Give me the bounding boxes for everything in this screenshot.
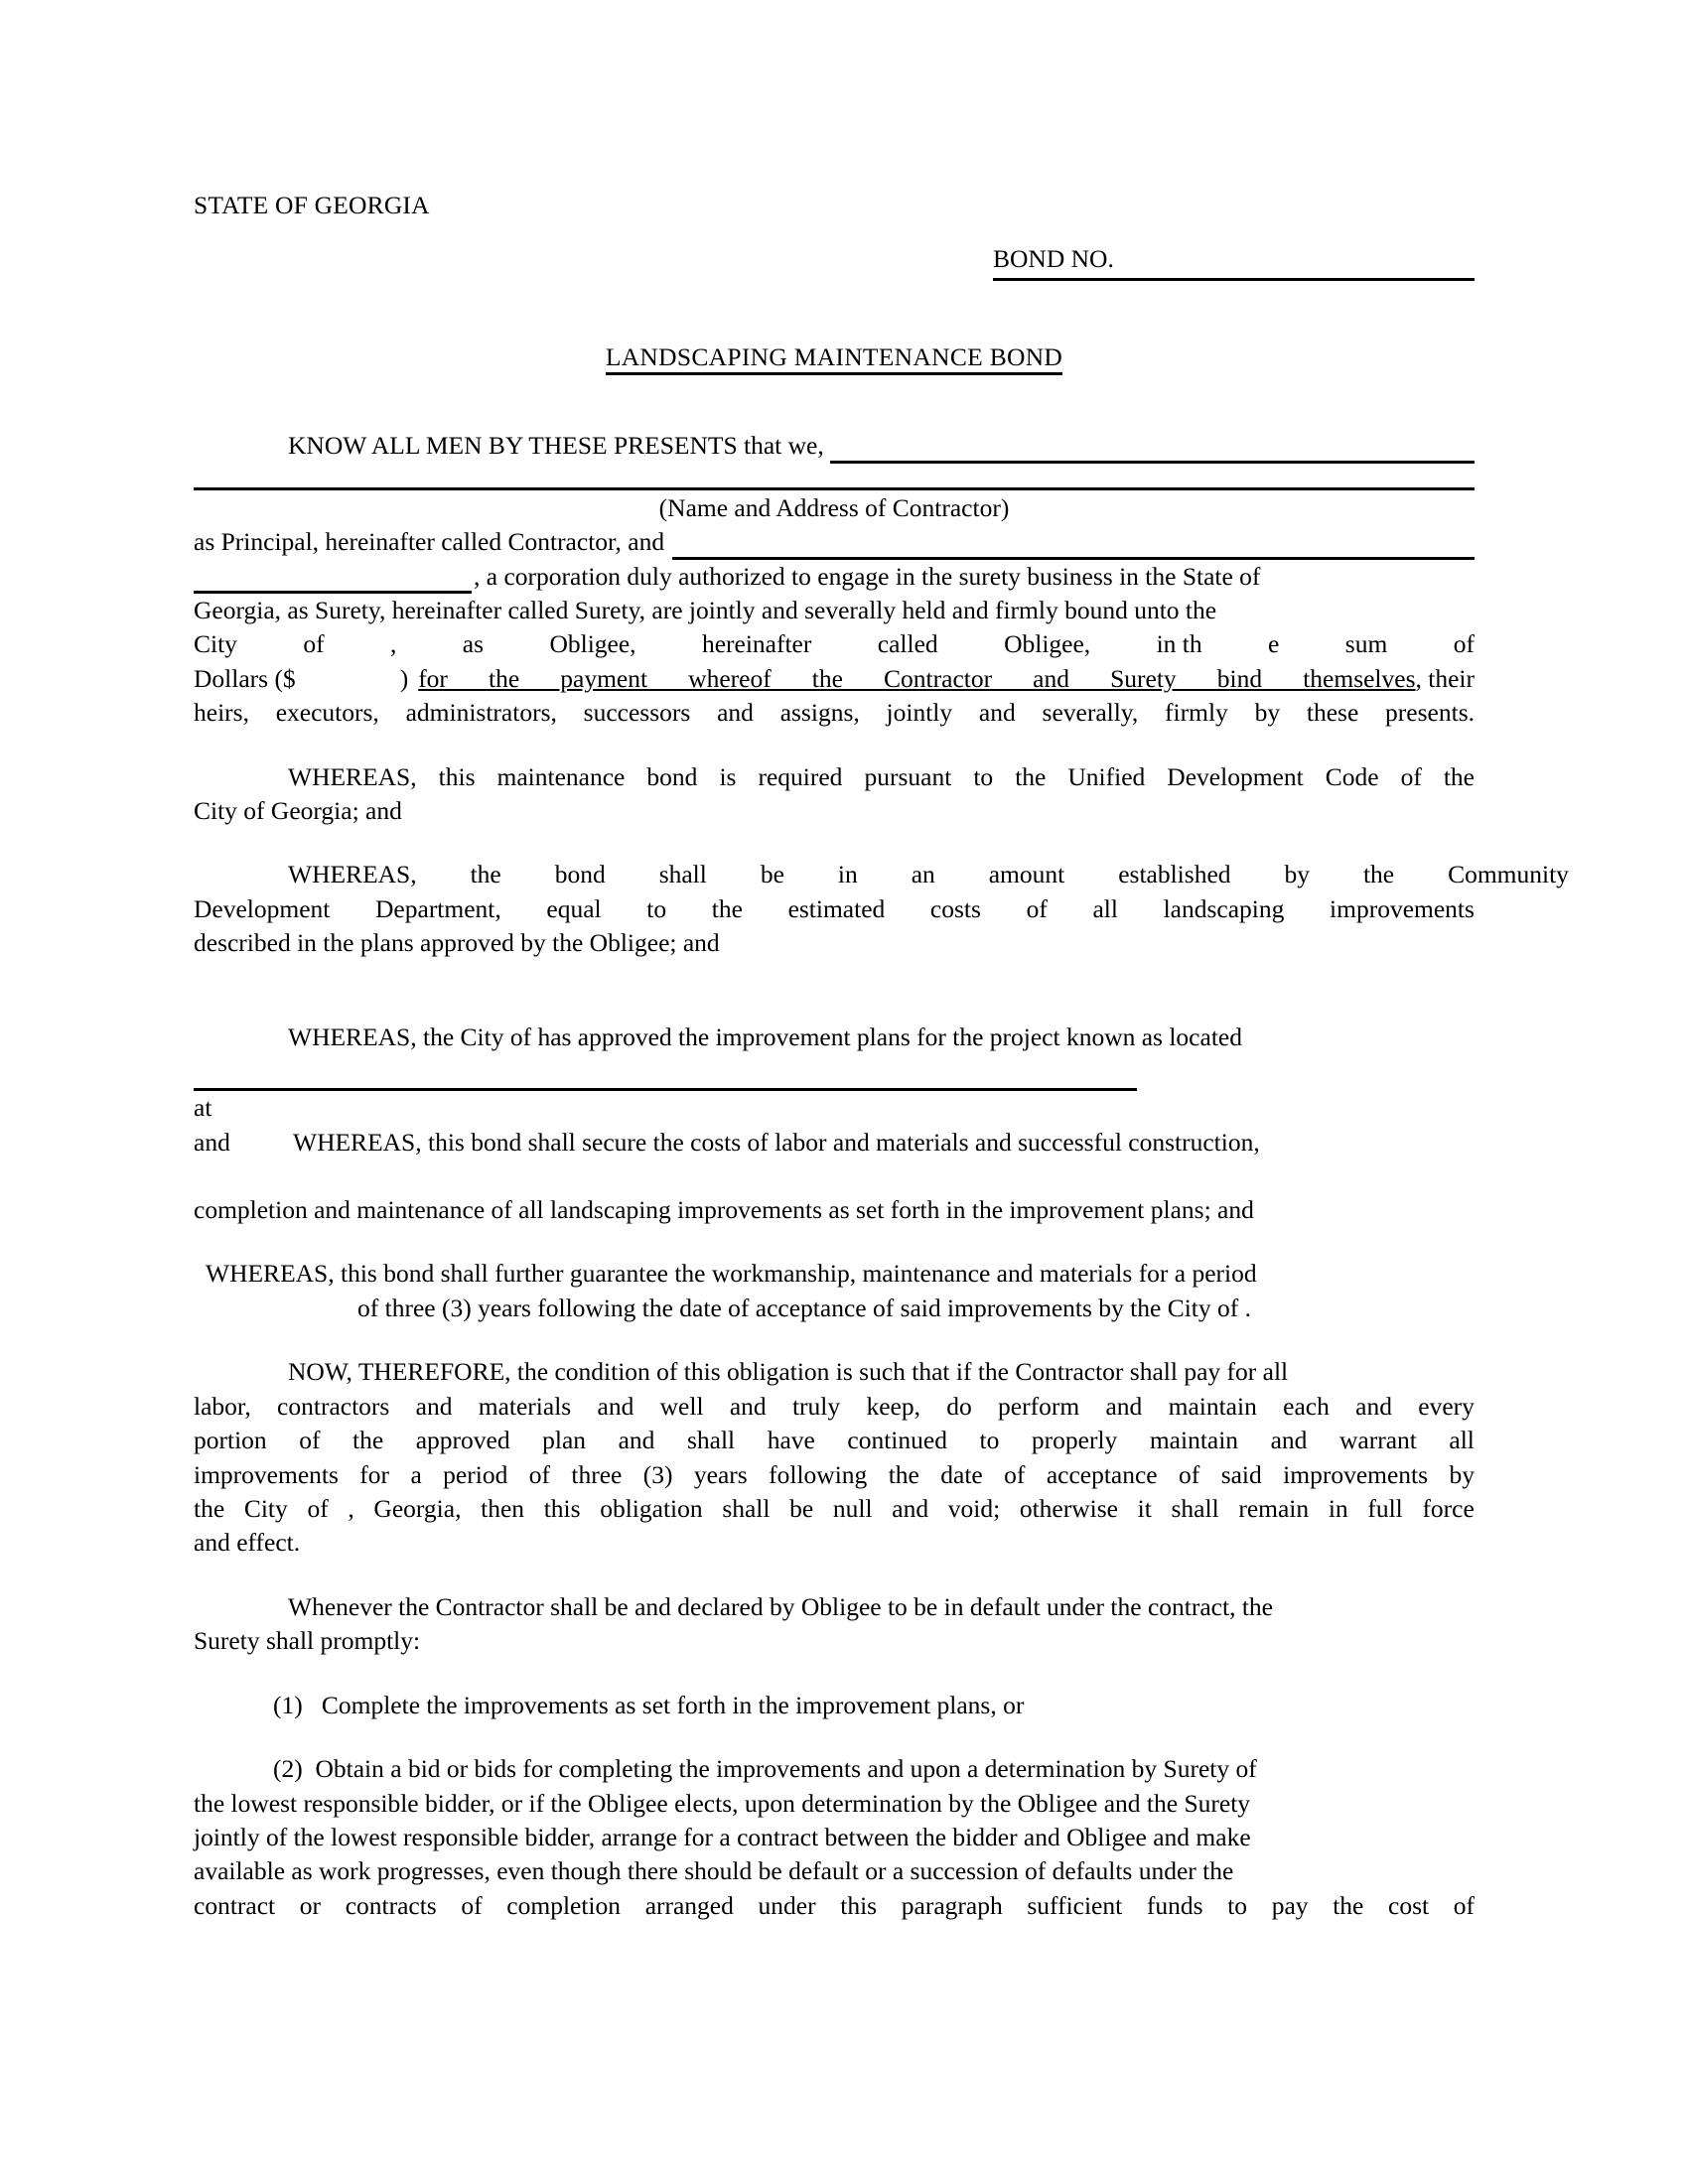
i2d-word-3: of — [461, 1890, 483, 1920]
whereas-1-block — [194, 760, 1475, 829]
ntd-word-5: three — [571, 1459, 623, 1489]
ntd-word-3: period — [443, 1459, 508, 1489]
surety-name-blank-2[interactable] — [194, 565, 472, 594]
nte-word-7: obligation — [600, 1493, 703, 1523]
ntb-word-3: materials — [478, 1391, 572, 1421]
i2d-word-8: paragraph — [901, 1890, 1003, 1920]
whereas-2-line-b — [194, 892, 1475, 926]
nte-word-5: then — [481, 1493, 525, 1523]
ntb-word-11: and — [1105, 1391, 1143, 1421]
item-2-line-b: jointly of the lowest responsible bidder, arrange for a contract between the bidder and Obligee and make — [194, 1822, 1251, 1851]
w2b-word-6: costs — [929, 893, 981, 923]
item-2-line-c: available as work progresses, even though there should be default or a succession of defaults under the — [194, 1856, 1234, 1886]
bond-number-field[interactable] — [993, 242, 1475, 280]
now-therefore-line-c — [194, 1424, 1475, 1457]
list-item-1-text: Complete the improvements as set forth in the improvement plans, or — [321, 1690, 1025, 1719]
i2d-word-9: sufficient — [1027, 1890, 1123, 1920]
whereas-3-at: at — [194, 1093, 212, 1123]
contractor-name-blank-1[interactable] — [830, 435, 1475, 464]
obligee-word-5: hereinafter — [701, 629, 812, 659]
item-2-continuation — [194, 1787, 1475, 1924]
nte-word-1: City — [243, 1493, 288, 1523]
ntd-word-0: improvements — [194, 1459, 339, 1489]
obligee-word-3: as — [462, 629, 485, 659]
ntd-word-13: of — [1179, 1459, 1200, 1489]
i2d-word-11: to — [1227, 1890, 1248, 1920]
whereas-4-line-b: of three (3) years following the date of acceptance of said improvements by the City of . — [357, 1293, 1251, 1322]
ntc-word-6: shall — [686, 1426, 736, 1455]
i2d-word-13: the — [1333, 1890, 1364, 1920]
w2b-word-10: improvements — [1330, 893, 1475, 923]
whereas-4-block — [194, 1257, 1475, 1325]
contractor-name-blank-2[interactable] — [194, 464, 1475, 490]
w2a-word-6: an — [911, 860, 935, 889]
now-therefore-line-f: and effect. — [194, 1528, 301, 1558]
dollars-paren: ) — [399, 663, 409, 693]
w2b-word-7: of — [1026, 893, 1048, 923]
i2d-word-6: under — [758, 1890, 816, 1920]
ntd-word-7: years — [693, 1459, 748, 1489]
w2a-word-2: bond — [554, 860, 606, 889]
default-clause-block — [194, 1590, 1475, 1659]
nte-word-16: remain — [1238, 1493, 1310, 1523]
default-clause-line-b: Surety shall promptly: — [194, 1626, 421, 1656]
ntc-word-3: approved — [415, 1426, 510, 1455]
i2d-word-4: completion — [506, 1890, 622, 1920]
know-all-men-row — [194, 429, 1475, 463]
ntb-word-9: do — [946, 1391, 972, 1421]
surety-clause-line-a: , a corporation duly authorized to engage in the surety business in the State of — [474, 561, 1261, 591]
obligee-word-4: Obligee, — [549, 629, 636, 659]
dollars-label: Dollars ($ — [194, 663, 296, 693]
dollars-suffix: , their — [1415, 663, 1475, 693]
heirs-line: heirs, executors, administrators, successors and assigns, jointly and severally, firmly by these presents. — [194, 698, 1475, 728]
i2d-word-15: of — [1453, 1890, 1475, 1920]
w2a-word-1: the — [470, 860, 501, 889]
principal-label: as Principal, hereinafter called Contractor, and — [194, 527, 665, 557]
obligee-word-10: sum — [1344, 629, 1388, 659]
ntc-word-9: to — [979, 1426, 1000, 1455]
ntb-word-7: truly — [791, 1391, 841, 1421]
w2b-word-4: the — [711, 893, 743, 923]
ntc-word-5: and — [618, 1426, 655, 1455]
ntc-word-10: properly — [1031, 1426, 1118, 1455]
whereas-1-line-b: City of Georgia; and — [194, 796, 402, 826]
ntb-word-13: each — [1283, 1391, 1330, 1421]
item-2-line-d — [194, 1889, 1475, 1923]
i2d-word-2: contracts — [345, 1890, 437, 1920]
ntc-word-4: plan — [542, 1426, 587, 1455]
list-item-2-text: Obtain a bid or bids for completing the improvements and upon a determination by Surety of — [315, 1754, 1257, 1784]
ntc-word-14: all — [1449, 1426, 1475, 1455]
document-title-text: LANDSCAPING MAINTENANCE BOND — [606, 342, 1062, 375]
obligee-word-2: , — [390, 629, 397, 659]
whereas-3-and: and — [194, 1127, 230, 1157]
obligee-word-7: Obligee, — [1004, 629, 1091, 659]
nte-word-19: force — [1422, 1493, 1475, 1523]
obligee-word-6: called — [877, 629, 938, 659]
ntb-word-5: well — [659, 1391, 704, 1421]
name-address-caption: (Name and Address of Contractor) — [658, 492, 1010, 522]
item-2-line-a: the lowest responsible bidder, or if the Obligee elects, upon determination by the Obligee and the Surety — [194, 1788, 1251, 1818]
obligee-line — [194, 627, 1475, 661]
ntc-word-12: and — [1270, 1426, 1308, 1455]
now-therefore-line-a: NOW, THEREFORE, the condition of this obligation is such that if the Contractor shall pay for all — [288, 1357, 1289, 1387]
i2d-word-12: pay — [1271, 1890, 1309, 1920]
ntd-word-8: following — [769, 1459, 868, 1489]
ntb-word-8: keep, — [866, 1391, 920, 1421]
w2b-word-0: Development — [194, 893, 331, 923]
w2a-word-3: shall — [658, 860, 707, 889]
nte-word-12: void; — [947, 1493, 1001, 1523]
spacer-before-whereas-3 — [194, 961, 1475, 1021]
ntd-word-2: a — [410, 1459, 422, 1489]
ntb-word-6: and — [729, 1391, 767, 1421]
ntc-word-7: have — [767, 1426, 815, 1455]
w2b-word-2: equal — [546, 893, 602, 923]
ntb-word-2: and — [415, 1391, 453, 1421]
ntb-word-1: contractors — [277, 1391, 390, 1421]
whereas-2-line-c: described in the plans approved by the Obligee; and — [194, 928, 720, 958]
surety-name-blank-1[interactable] — [672, 531, 1475, 560]
nte-word-4: Georgia, — [373, 1493, 462, 1523]
w2b-word-9: landscaping — [1163, 893, 1285, 923]
spacer-whereas-3-inner — [194, 1160, 1475, 1193]
w2a-word-0: WHEREAS, — [288, 860, 417, 889]
ntc-word-8: continued — [847, 1426, 947, 1455]
nte-word-11: and — [892, 1493, 929, 1523]
ntd-word-14: said — [1220, 1459, 1262, 1489]
whereas-4-line-a: WHEREAS, this bond shall further guarantee the workmanship, maintenance and materials for a period — [206, 1259, 1257, 1289]
w2a-word-8: established — [1118, 860, 1231, 889]
project-location-blank[interactable] — [194, 1060, 1137, 1091]
nte-word-15: shall — [1171, 1493, 1219, 1523]
whereas-2-line-a — [194, 858, 1569, 891]
ntd-word-1: for — [359, 1459, 390, 1489]
ntb-word-12: maintain — [1168, 1391, 1257, 1421]
i2d-word-1: or — [299, 1890, 322, 1920]
surety-clause-line-b: Georgia, as Surety, hereinafter called Surety, are jointly and severally held and firmly bound unto the — [194, 595, 1217, 624]
i2d-word-7: this — [840, 1890, 878, 1920]
whereas-3-line-b: WHEREAS, this bond shall secure the costs of labor and materials and successful construction, — [293, 1127, 1260, 1157]
i2d-word-5: arranged — [644, 1890, 734, 1920]
know-all-men-label: KNOW ALL MEN BY THESE PRESENTS that we, — [288, 431, 824, 461]
ntd-word-6: (3) — [642, 1459, 673, 1489]
now-therefore-line-e — [194, 1492, 1475, 1526]
now-therefore-block — [194, 1355, 1475, 1561]
list-item-1-number: (1) — [273, 1690, 303, 1719]
whereas-3-block — [194, 1021, 1475, 1228]
ntc-word-2: the — [352, 1426, 384, 1455]
principal-row — [194, 525, 1475, 559]
now-therefore-line-d — [194, 1458, 1475, 1492]
i2d-word-0: contract — [194, 1890, 276, 1920]
payment-whereof-underlined: for the payment whereof the Contractor and Surety bind themselves — [418, 663, 1416, 693]
nte-word-9: be — [789, 1493, 814, 1523]
nte-word-8: shall — [722, 1493, 771, 1523]
whereas-2-block — [194, 858, 1569, 960]
list-item-2-number: (2) — [273, 1754, 303, 1784]
w2b-word-5: estimated — [787, 893, 886, 923]
ntd-word-11: of — [1004, 1459, 1026, 1489]
document-body — [194, 189, 1569, 1923]
i2d-word-14: cost — [1388, 1890, 1430, 1920]
bond-number-row — [194, 242, 1475, 280]
surety-continuation-row — [194, 560, 1475, 594]
whereas-1-line-a: WHEREAS, this maintenance bond is required pursuant to the Unified Development Code of the — [288, 761, 1475, 791]
w2a-word-11: Community — [1448, 860, 1569, 889]
nte-word-6: this — [543, 1493, 581, 1523]
whereas-3-line-a: WHEREAS, the City of has approved the improvement plans for the project known as located — [288, 1022, 1242, 1051]
nte-word-2: of — [307, 1493, 329, 1523]
ntc-word-11: maintain — [1149, 1426, 1239, 1455]
whereas-3-and-row — [194, 1126, 1475, 1160]
nte-word-10: null — [832, 1493, 873, 1523]
whereas-3-line-c: completion and maintenance of all landscaping improvements as set forth in the improvement plans; and — [194, 1195, 1254, 1225]
dollars-amount-blank[interactable] — [296, 662, 400, 696]
ntb-word-14: and — [1355, 1391, 1392, 1421]
now-therefore-line-b — [194, 1390, 1475, 1424]
ntb-word-4: and — [597, 1391, 634, 1421]
ntb-word-10: perform — [998, 1391, 1080, 1421]
obligee-word-9: e — [1268, 629, 1280, 659]
w2b-word-1: Department, — [375, 893, 501, 923]
ntd-word-15: improvements — [1283, 1459, 1429, 1489]
obligee-word-8: in th — [1156, 629, 1202, 659]
nte-word-0: the — [194, 1493, 225, 1523]
w2a-word-9: by — [1284, 860, 1310, 889]
obligee-word-1: of — [303, 629, 325, 659]
nte-word-3: , — [348, 1493, 354, 1523]
w2a-word-4: be — [760, 860, 784, 889]
obligee-word-11: of — [1453, 629, 1475, 659]
ntd-word-16: by — [1449, 1459, 1475, 1489]
ntc-word-13: warrant — [1338, 1426, 1417, 1455]
obligee-word-0: City — [194, 629, 237, 659]
w2a-word-7: amount — [988, 860, 1065, 889]
dollars-line — [194, 662, 1475, 696]
ntd-word-10: date — [940, 1459, 983, 1489]
nte-word-13: otherwise — [1019, 1493, 1118, 1523]
list-item — [194, 1752, 1475, 1786]
ntb-word-0: labor, — [194, 1391, 251, 1421]
default-clause-line-a: Whenever the Contractor shall be and declared by Obligee to be in default under the contract, the — [288, 1591, 1273, 1621]
w2b-word-8: all — [1092, 893, 1118, 923]
ntd-word-9: the — [888, 1459, 919, 1489]
nte-word-18: full — [1367, 1493, 1403, 1523]
i2d-word-10: funds — [1146, 1890, 1203, 1920]
ntd-word-4: of — [528, 1459, 550, 1489]
bond-number-label: BOND NO. — [993, 244, 1114, 274]
w2b-word-3: to — [646, 893, 667, 923]
ntb-word-15: every — [1418, 1391, 1475, 1421]
know-all-men-block — [194, 429, 1475, 525]
state-heading: STATE OF GEORGIA — [194, 191, 430, 219]
list-item — [194, 1689, 1475, 1722]
nte-word-14: it — [1137, 1493, 1152, 1523]
ntc-word-0: portion — [194, 1426, 267, 1455]
w2a-word-5: in — [837, 860, 858, 889]
nte-word-17: in — [1328, 1493, 1348, 1523]
w2a-word-10: the — [1362, 860, 1395, 889]
ntd-word-12: acceptance — [1046, 1459, 1158, 1489]
document-title — [194, 341, 1475, 374]
ntc-word-1: of — [299, 1426, 321, 1455]
